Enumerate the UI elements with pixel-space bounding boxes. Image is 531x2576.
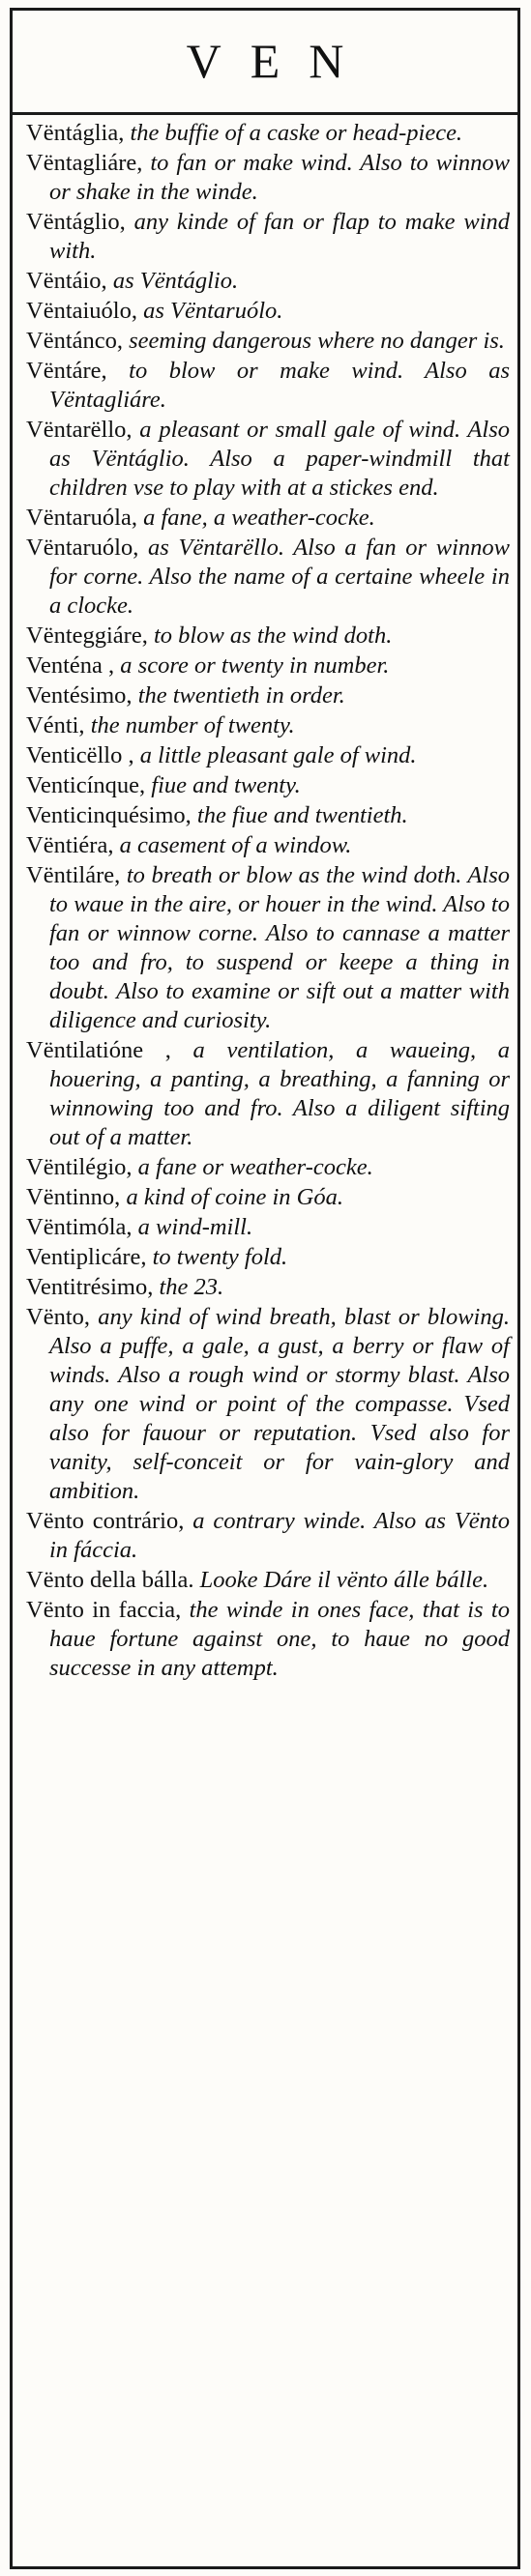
entry-definition: a casement of a window. bbox=[113, 832, 352, 858]
entry-definition: to fan or make wind. Also to winnow or shake in the winde. bbox=[49, 150, 510, 205]
dictionary-entry bbox=[26, 1153, 510, 1182]
entry-definition: to blow or make wind. Also as Vëntagliáre. bbox=[49, 358, 510, 413]
entry-headword: Vëntaruóla, bbox=[26, 505, 137, 531]
entry-definition: any kind of wind breath, blast or blowing. Also a puffe, a gale, a gust, a berry or flaw of winds. Also a rough wind or stormy blast. Also any one wind or point of the compasse. Vsed also for fauour or reputation. Vsed also for vanity, self-conceit or for vain-glory and ambition. bbox=[49, 1304, 510, 1504]
entry-headword: Venticëllo , bbox=[26, 742, 134, 768]
entry-definition: the 23. bbox=[153, 1274, 224, 1300]
entry-headword: Venténa , bbox=[26, 652, 115, 679]
dictionary-entry bbox=[26, 534, 510, 621]
entry-definition: the buffie of a caske or head-piece. bbox=[124, 120, 463, 146]
dictionary-entry bbox=[26, 711, 510, 740]
entry-headword: Vënto in faccia, bbox=[26, 1597, 182, 1623]
entry-headword: Vëntarëllo, bbox=[26, 417, 133, 443]
entry-definition: a kind of coine in Góa. bbox=[120, 1184, 343, 1210]
entry-headword: Vëntaruólo, bbox=[26, 535, 139, 561]
entry-definition: a ventilation, a waueing, a houering, a panting, a breathing, a fanning or winnowing too and fro. Also a diligent sifting out of a matter. bbox=[49, 1037, 510, 1150]
entry-list bbox=[26, 119, 510, 1684]
dictionary-entry bbox=[26, 357, 510, 415]
entry-definition: a pleasant or small gale of wind. Also as Vëntáglio. Also a paper-windmill that children vse to play with at a stickes end. bbox=[49, 417, 510, 501]
entry-headword: Vëntilégio, bbox=[26, 1154, 133, 1180]
entry-headword: Vënto della bálla. bbox=[26, 1567, 194, 1593]
dictionary-entry bbox=[26, 297, 510, 326]
dictionary-entry bbox=[26, 622, 510, 651]
entry-headword: Vëntáglio, bbox=[26, 209, 126, 235]
dictionary-entry bbox=[26, 1243, 510, 1272]
entry-definition: a fane, a weather-cocke. bbox=[136, 505, 375, 531]
entry-headword: Vënto, bbox=[26, 1304, 90, 1330]
dictionary-entry bbox=[26, 119, 510, 148]
entry-definition: to breath or blow as the wind doth. Also to waue in the aire, or houer in the wind. Also to fan or winnow corne. Also to cannase a matter too and fro, to suspend or keepe a thing in doubt. Also to examine or sift out a matter with diligence and curiosity. bbox=[49, 862, 510, 1033]
entry-definition: as Vëntáglio. bbox=[106, 268, 239, 294]
entry-headword: Vëntagliáre, bbox=[26, 150, 143, 176]
dictionary-entry bbox=[26, 741, 510, 770]
entry-headword: Vëntimóla, bbox=[26, 1214, 133, 1240]
page-frame bbox=[10, 8, 520, 2569]
entry-headword: Venticinquésimo, bbox=[26, 802, 192, 828]
entry-headword: Vëntiláre, bbox=[26, 862, 121, 888]
entry-headword: Ventitrésimo, bbox=[26, 1274, 154, 1300]
entry-headword: Vënto contrário, bbox=[26, 1508, 185, 1534]
entry-headword: Vénti, bbox=[26, 712, 85, 738]
entry-definition: seeming dangerous where no danger is. bbox=[123, 328, 505, 354]
dictionary-entry bbox=[26, 416, 510, 503]
dictionary-entry bbox=[26, 801, 510, 830]
dictionary-entry bbox=[26, 208, 510, 266]
dictionary-entry bbox=[26, 1566, 510, 1595]
entry-definition: fiue and twenty. bbox=[145, 772, 301, 798]
dictionary-entry bbox=[26, 267, 510, 296]
entry-definition: Looke Dáre il vënto álle bálle. bbox=[193, 1567, 489, 1593]
entry-definition: a contrary winde. Also as Vënto in fáccia. bbox=[49, 1508, 510, 1563]
page-header bbox=[13, 11, 517, 115]
entry-definition: the winde in ones face, that is to haue fortune against one, to haue no good successe in any attempt. bbox=[49, 1597, 510, 1681]
dictionary-entry bbox=[26, 771, 510, 800]
entry-headword: Vëntinno, bbox=[26, 1184, 121, 1210]
dictionary-entry bbox=[26, 651, 510, 680]
entry-definition: the number of twenty. bbox=[84, 712, 295, 738]
entry-headword: Vëntáre, bbox=[26, 358, 107, 384]
section-title: VEN bbox=[186, 34, 373, 88]
entry-headword: Vëntáio, bbox=[26, 268, 107, 294]
dictionary-entry bbox=[26, 861, 510, 1035]
entry-headword: Vëntaiuólo, bbox=[26, 298, 137, 324]
entry-definition: a wind-mill. bbox=[132, 1214, 253, 1240]
dictionary-entry bbox=[26, 149, 510, 207]
entry-headword: Vënteggiáre, bbox=[26, 622, 148, 649]
dictionary-entry bbox=[26, 1507, 510, 1565]
entry-definition: a little pleasant gale of wind. bbox=[133, 742, 417, 768]
entry-headword: Vëntáglia, bbox=[26, 120, 125, 146]
dictionary-entry bbox=[26, 1273, 510, 1302]
entry-headword: Venticínque, bbox=[26, 772, 146, 798]
dictionary-entry bbox=[26, 1213, 510, 1242]
dictionary-entry bbox=[26, 1596, 510, 1683]
entry-definition: to twenty fold. bbox=[146, 1244, 288, 1270]
entry-headword: Ventiplicáre, bbox=[26, 1244, 147, 1270]
entry-definition: a score or twenty in number. bbox=[114, 652, 390, 679]
dictionary-entry bbox=[26, 1183, 510, 1212]
entry-definition: the fiue and twentieth. bbox=[191, 802, 408, 828]
entry-definition: to blow as the wind doth. bbox=[147, 622, 393, 649]
dictionary-entry bbox=[26, 327, 510, 356]
dictionary-entry bbox=[26, 504, 510, 533]
entry-definition: as Vëntarëllo. Also a fan or winnow for corne. Also the name of a certaine wheele in a clocke. bbox=[49, 535, 510, 619]
dictionary-entry bbox=[26, 831, 510, 860]
entry-headword: Ventésimo, bbox=[26, 682, 133, 709]
entry-headword: Vëntiéra, bbox=[26, 832, 114, 858]
entry-definition: as Vëntaruólo. bbox=[137, 298, 283, 324]
entry-headword: Vëntánco, bbox=[26, 328, 123, 354]
entry-definition: a fane or weather-cocke. bbox=[132, 1154, 373, 1180]
entry-headword: Vëntilatióne , bbox=[26, 1037, 171, 1063]
dictionary-entry bbox=[26, 681, 510, 710]
dictionary-entry bbox=[26, 1303, 510, 1506]
dictionary-entry bbox=[26, 1036, 510, 1152]
entry-definition: any kinde of fan or flap to make wind with. bbox=[49, 209, 510, 264]
entry-definition: the twentieth in order. bbox=[132, 682, 345, 709]
